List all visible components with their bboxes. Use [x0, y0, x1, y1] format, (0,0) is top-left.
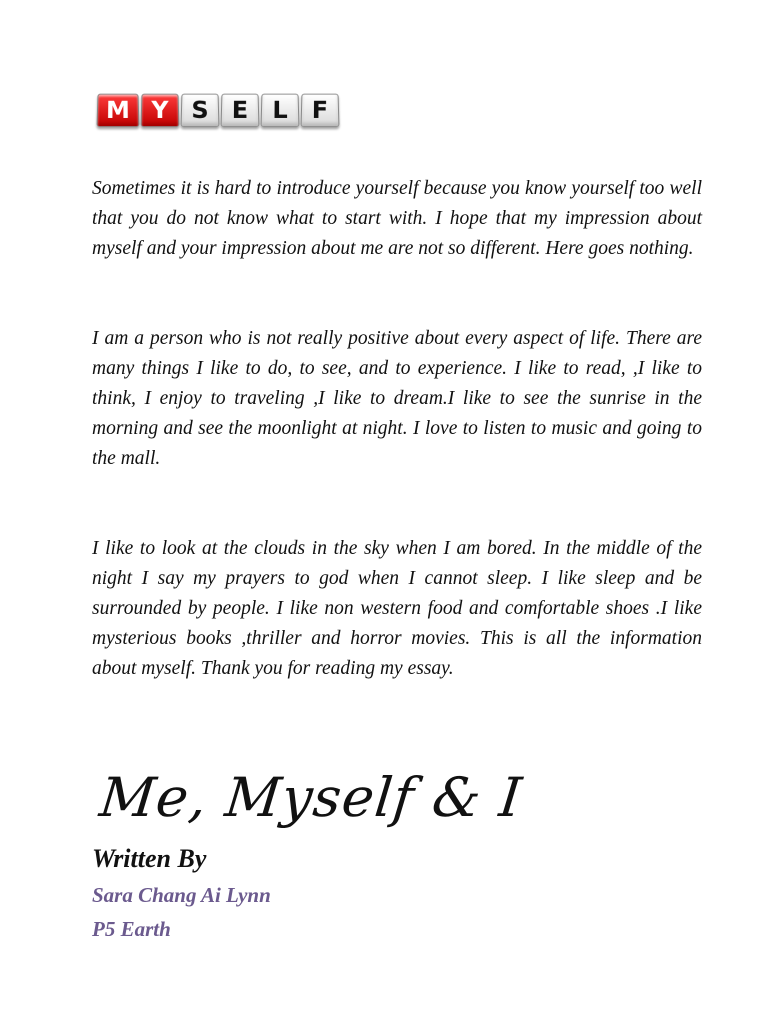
written-by-heading: Written By — [92, 844, 207, 873]
title-tile: Y — [141, 94, 180, 128]
title-tile: E — [221, 94, 260, 128]
title-tile: M — [96, 94, 139, 128]
essay-paragraph-3: I like to look at the clouds in the sky when I am bored. In the middle of the night I say my prayers to god when I cannot sleep. I like sleep and be surrounded by people. I like non western food and comfortable shoes .I like mysterious books ,thriller and horror movies. This is all the information about myself. Thank you for reading my essay. — [92, 538, 702, 679]
essay-paragraph-1: Sometimes it is hard to introduce yourself because you know yourself too well that you do not know what to start with. I hope that my impression about myself and your impression about me are not so different. Here goes nothing. — [92, 178, 702, 259]
author-name: Sara Chang Ai Lynn — [92, 883, 271, 907]
myself-title-graphic — [97, 93, 339, 127]
title-tile: F — [301, 94, 340, 128]
handwritten-phrase: Me, Myself & I — [96, 766, 526, 829]
title-tile: S — [181, 94, 220, 128]
title-tile: L — [261, 94, 300, 128]
author-class: P5 Earth — [92, 917, 171, 941]
essay-paragraph-2: I am a person who is not really positive about every aspect of life. There are many things I like to do, to see, and to experience. I like to read, ,I like to think, I enjoy to traveling ,I like to dream.I like to see the sunrise in the morning and see the moonlight at night. I love to listen to music and going to the mall. — [92, 328, 702, 469]
